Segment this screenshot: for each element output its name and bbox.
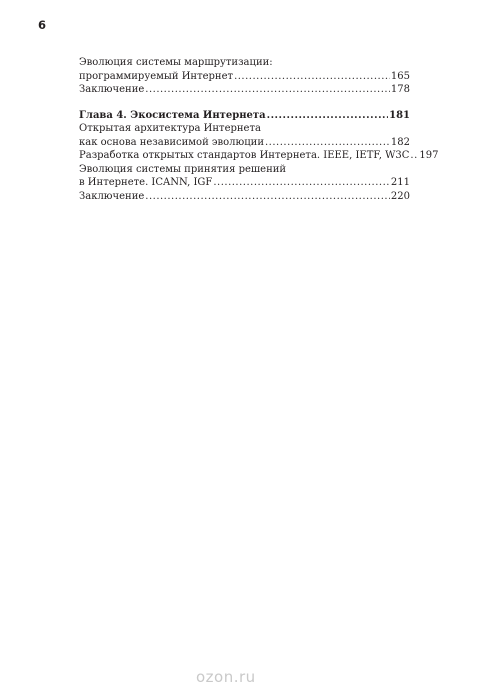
toc-gap xyxy=(79,97,410,109)
toc-entry-page: 182 xyxy=(390,136,410,148)
toc-entry-line: Открытая архитектура Интернета xyxy=(79,123,261,134)
toc-entry-chapter-4[interactable] xyxy=(79,109,410,123)
dot-leader xyxy=(213,176,390,190)
toc-entry-page: 178 xyxy=(390,84,410,95)
dot-leader xyxy=(234,70,390,84)
toc-entry-line: Эволюция системы принятия решений xyxy=(79,163,287,175)
toc-entry-page: 165 xyxy=(390,70,410,82)
toc-entry-page: 181 xyxy=(389,109,410,121)
toc-entry-title: как основа независимой эволюции xyxy=(79,136,264,148)
toc-entry-open-standards[interactable] xyxy=(79,149,439,163)
toc-entry-page: 197 xyxy=(419,150,439,161)
dot-leader xyxy=(410,149,418,163)
toc-entry-title: Разработка открытых стандартов Интернета. IEEE, IETF, W3C xyxy=(79,150,410,161)
dot-leader xyxy=(145,83,390,97)
toc-entry-page: 211 xyxy=(390,177,410,188)
toc-entry-routing-evolution[interactable] xyxy=(79,70,410,84)
toc-entry-decision-making[interactable] xyxy=(79,176,410,190)
toc-entry-open-architecture[interactable] xyxy=(79,136,410,150)
page-number: 6 xyxy=(38,18,47,32)
dot-leader xyxy=(145,190,390,204)
toc-entry-title: в Интернете. ICANN, IGF xyxy=(79,177,213,188)
dot-leader xyxy=(265,136,390,150)
toc-entry-conclusion-ch3[interactable] xyxy=(79,83,410,97)
toc-entry-line: Эволюция системы маршрутизации: xyxy=(79,57,273,68)
toc-entry-title: Заключение xyxy=(79,190,145,202)
table-of-contents xyxy=(79,56,439,203)
toc-chapter-title: Глава 4. Экосистема Интернета xyxy=(79,109,266,121)
toc-entry-conclusion-ch4[interactable] xyxy=(79,190,410,204)
dot-leader xyxy=(267,109,389,123)
toc-entry-page: 220 xyxy=(390,190,410,202)
ozon-watermark: ozon.ru xyxy=(196,668,256,686)
toc-entry-title: программируемый Интернет xyxy=(79,70,234,82)
toc-entry-title: Заключение xyxy=(79,84,145,95)
